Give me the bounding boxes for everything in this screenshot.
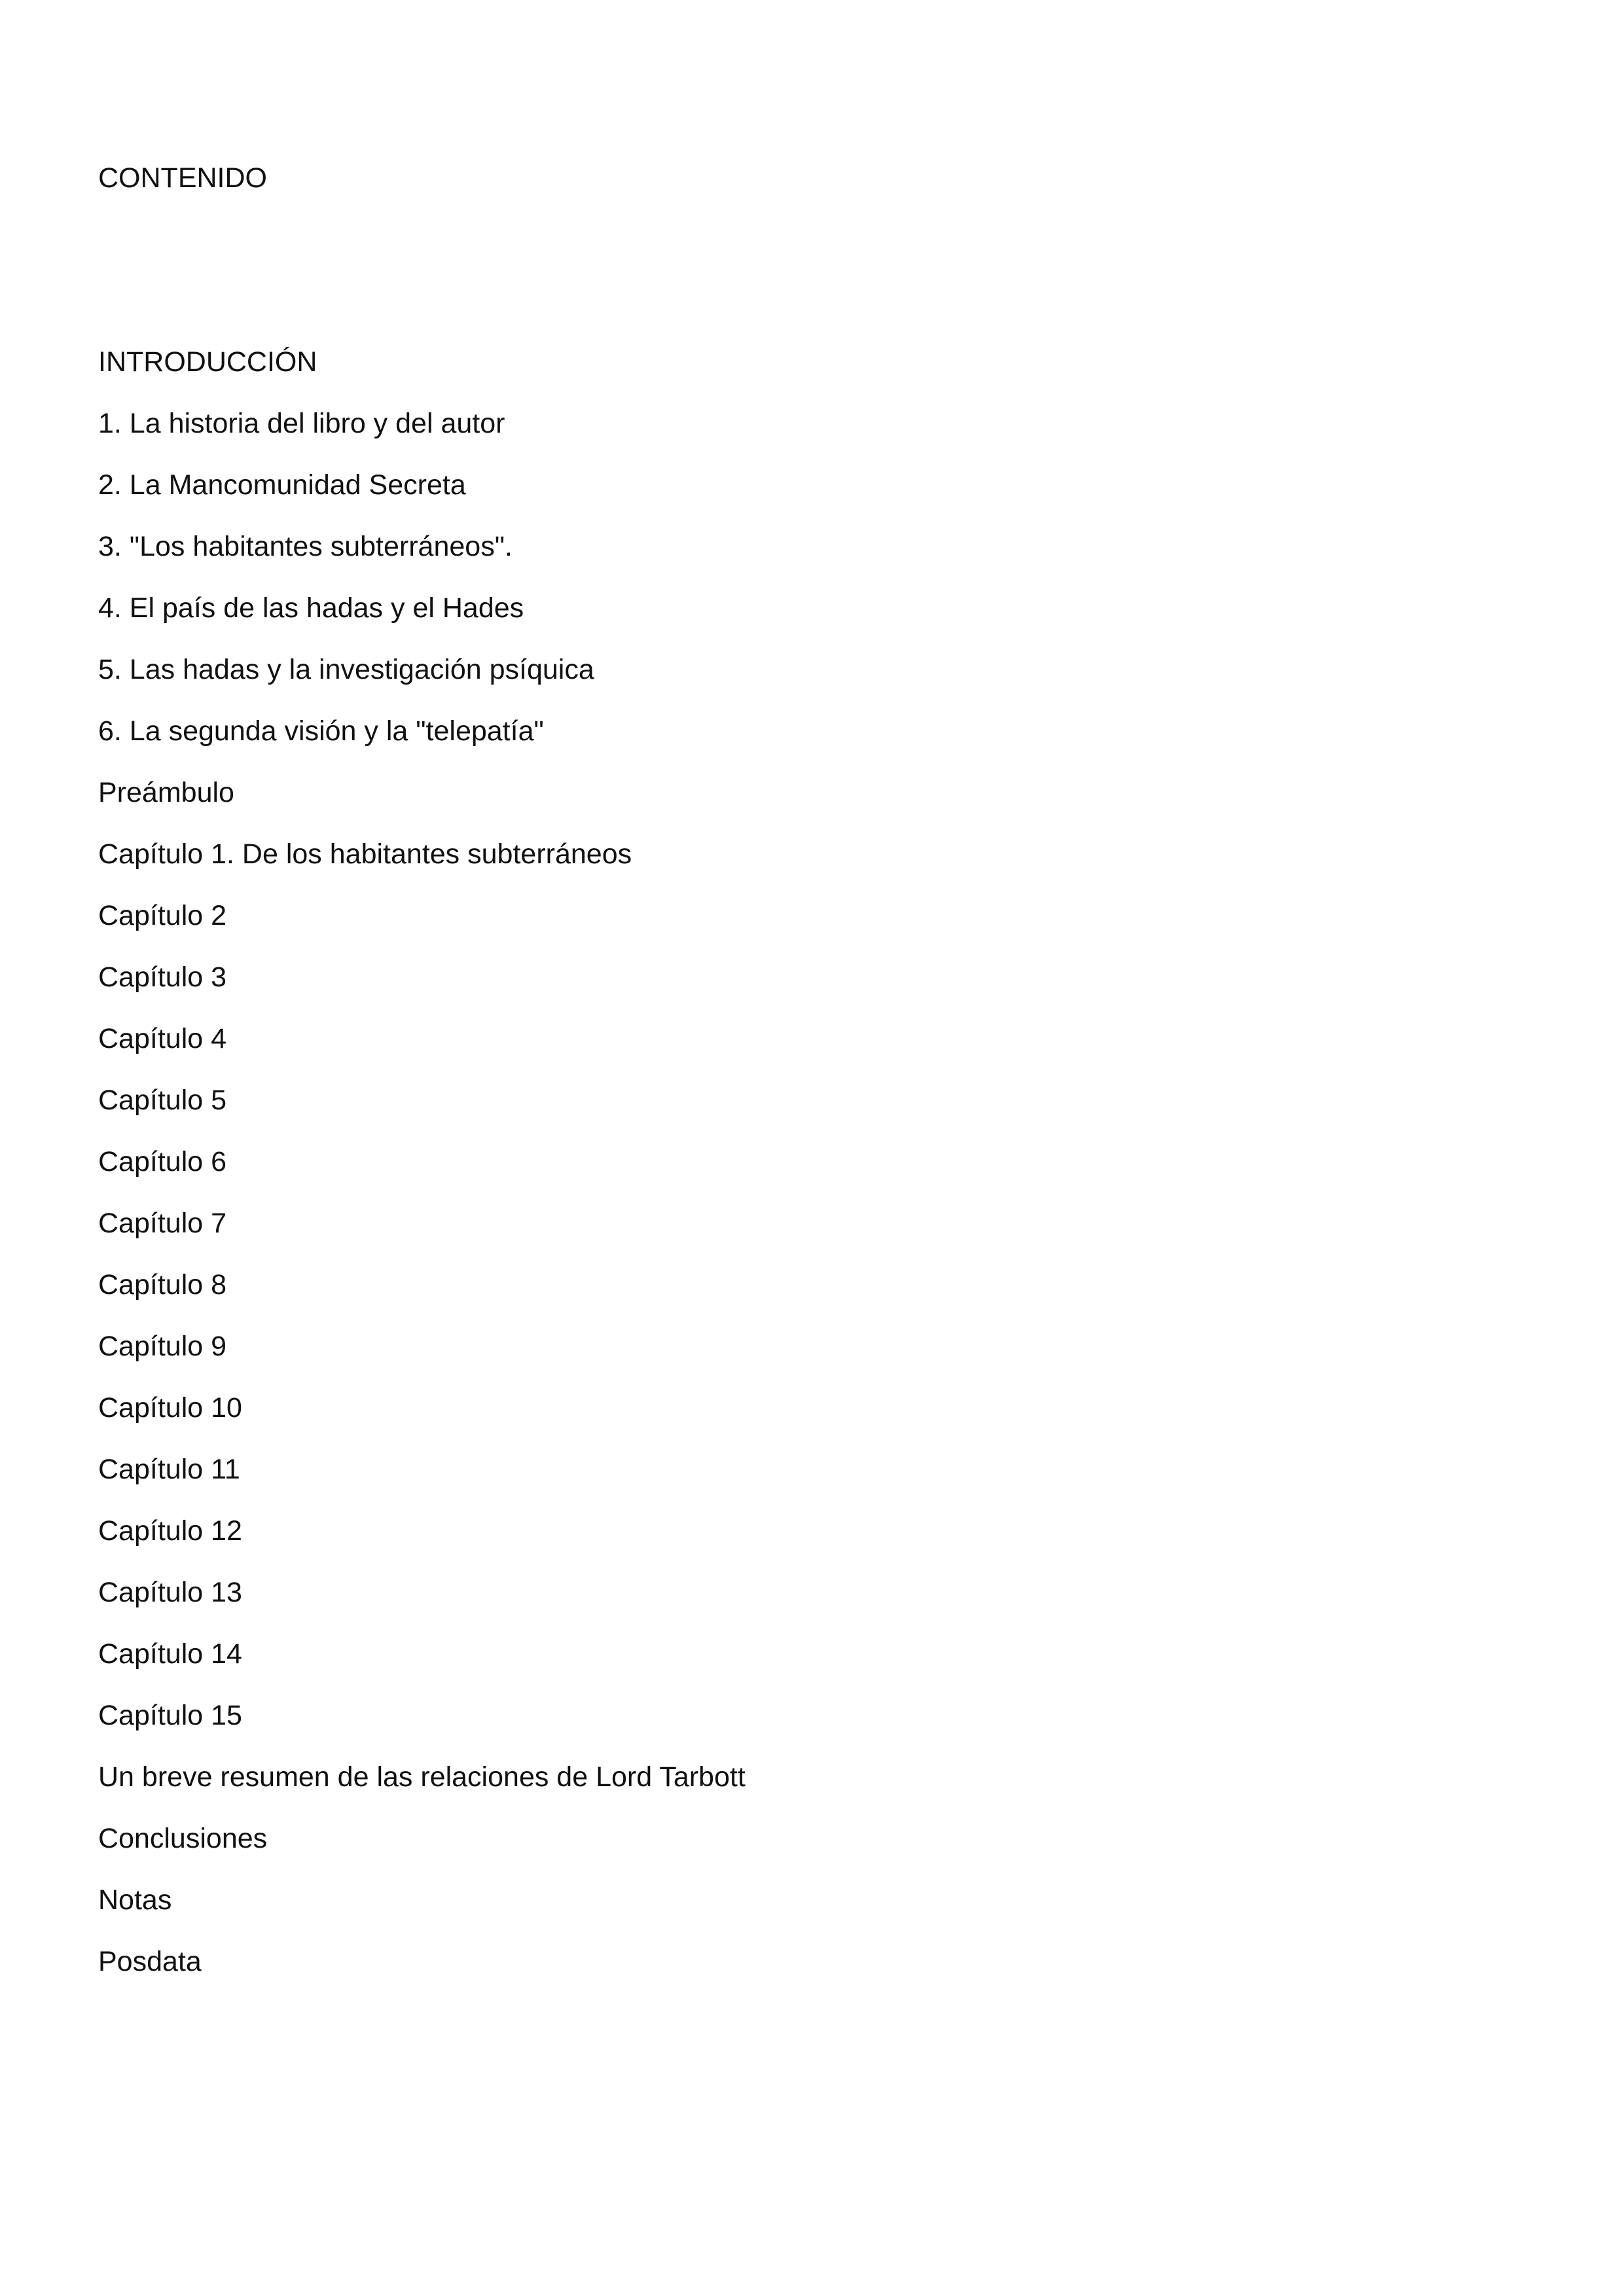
toc-entry: Capítulo 5	[98, 1085, 227, 1116]
toc-entry: Capítulo 6	[98, 1146, 227, 1177]
table-of-contents	[98, 345, 746, 2006]
toc-entry: Capítulo 3	[98, 961, 227, 993]
toc-entry: Capítulo 8	[98, 1269, 227, 1300]
toc-entry: 3. "Los habitantes subterráneos".	[98, 531, 513, 562]
toc-entry: Un breve resumen de las relaciones de Lord Tarbott	[98, 1761, 746, 1793]
toc-entry: Capítulo 7	[98, 1208, 227, 1239]
toc-entry: Notas	[98, 1884, 172, 1916]
toc-entry: Conclusiones	[98, 1823, 268, 1854]
toc-entry: Posdata	[98, 1946, 202, 1977]
toc-entry: Capítulo 11	[98, 1454, 240, 1485]
page-title: CONTENIDO	[98, 162, 267, 194]
toc-entry: 6. La segunda visión y la "telepatía"	[98, 715, 544, 747]
toc-entry: Capítulo 4	[98, 1023, 227, 1054]
toc-entry: Capítulo 14	[98, 1638, 242, 1670]
toc-entry: Capítulo 10	[98, 1392, 242, 1424]
toc-entry: Capítulo 2	[98, 900, 227, 931]
toc-entry: INTRODUCCIÓN	[98, 346, 317, 378]
toc-entry: 1. La historia del libro y del autor	[98, 408, 505, 439]
toc-entry: Capítulo 1. De los habitantes subterráneos	[98, 838, 632, 870]
toc-entry: Preámbulo	[98, 777, 234, 808]
toc-entry: Capítulo 13	[98, 1577, 242, 1608]
toc-entry: 5. Las hadas y la investigación psíquica	[98, 654, 594, 685]
toc-entry: 2. La Mancomunidad Secreta	[98, 469, 466, 501]
toc-entry: 4. El país de las hadas y el Hades	[98, 592, 524, 624]
toc-entry: Capítulo 12	[98, 1515, 242, 1547]
toc-entry: Capítulo 9	[98, 1331, 227, 1362]
toc-entry: Capítulo 15	[98, 1700, 242, 1731]
